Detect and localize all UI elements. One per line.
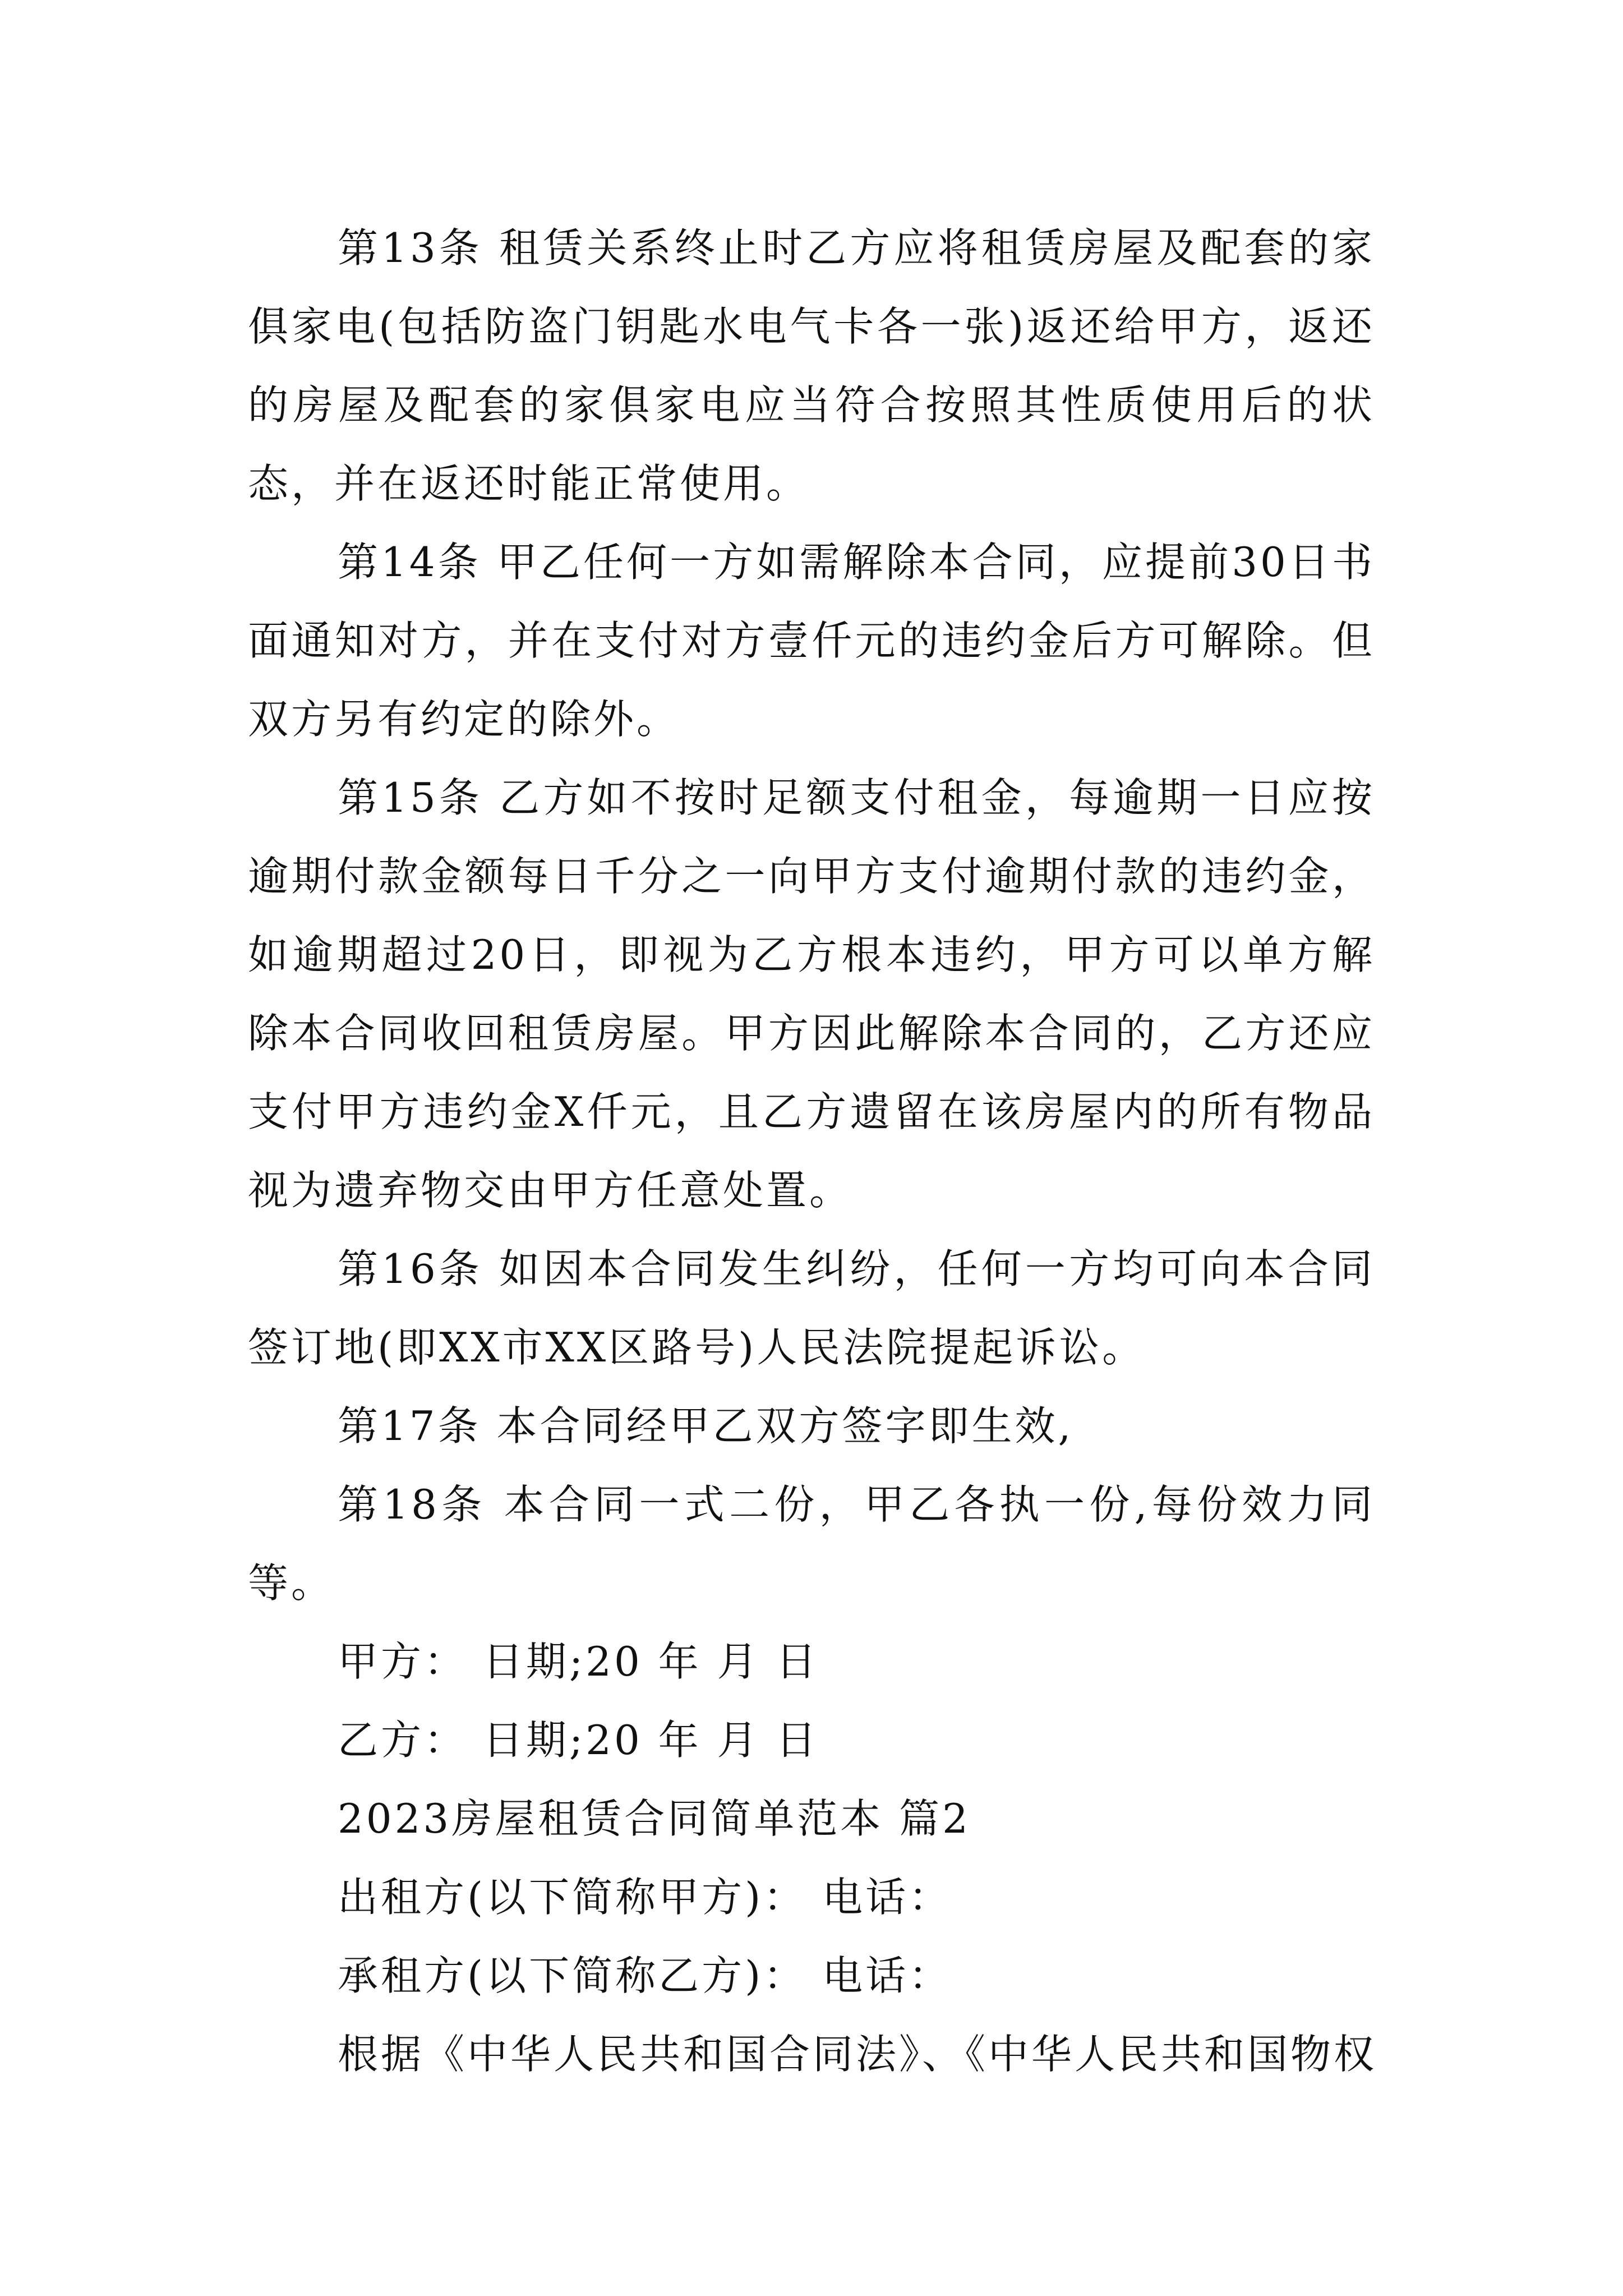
- document-body: [248, 209, 1375, 2093]
- article-16: 第16条 如因本合同发生纠纷，任何一方均可向本合同签订地(即XX市XX区路号)人民法院提起诉讼。: [248, 1245, 1375, 1371]
- lessor-line: 出租方(以下简称甲方)： 电话：: [338, 1874, 952, 1921]
- closing-line: 根据《中华人民共和国合同法》、《中华人民共和国物权: [338, 2031, 1377, 2078]
- article-18: 第18条 本合同一式二份，甲乙各执一份,每份效力同等。: [248, 1481, 1375, 1607]
- signature-party-a: 甲方： 日期;20 年 月 日: [338, 1638, 819, 1685]
- article-17: 第17条 本合同经甲乙双方签字即生效,: [338, 1402, 1074, 1450]
- signature-party-b: 乙方： 日期;20 年 月 日: [338, 1717, 819, 1764]
- article-15: 第15条 乙方如不按时足额支付租金，每逾期一日应按逾期付款金额每日千分之一向甲方支付逾期付款的违约金，如逾期超过20日，即视为乙方根本违约，甲方可以单方解除本合同收回租赁房屋。甲方因此解除本合同的，乙方还应支付甲方违约金X仟元，且乙方遗留在该房屋内的所有物品视为遗弃物交由甲方任意处置。: [248, 774, 1375, 1214]
- article-14: 第14条 甲乙任何一方如需解除本合同，应提前30日书面通知对方，并在支付对方壹仟元的违约金后方可解除。但双方另有约定的除外。: [248, 539, 1375, 743]
- lessee-line: 承租方(以下简称乙方)： 电话：: [338, 1952, 952, 1999]
- section-title: 2023房屋租赁合同简单范本 篇2: [338, 1795, 971, 1842]
- article-13: 第13条 租赁关系终止时乙方应将租赁房屋及配套的家俱家电(包括防盗门钥匙水电气卡各一张)返还给甲方，返还的房屋及配套的家俱家电应当符合按照其性质使用后的状态，并在返还时能正常使用。: [248, 224, 1375, 507]
